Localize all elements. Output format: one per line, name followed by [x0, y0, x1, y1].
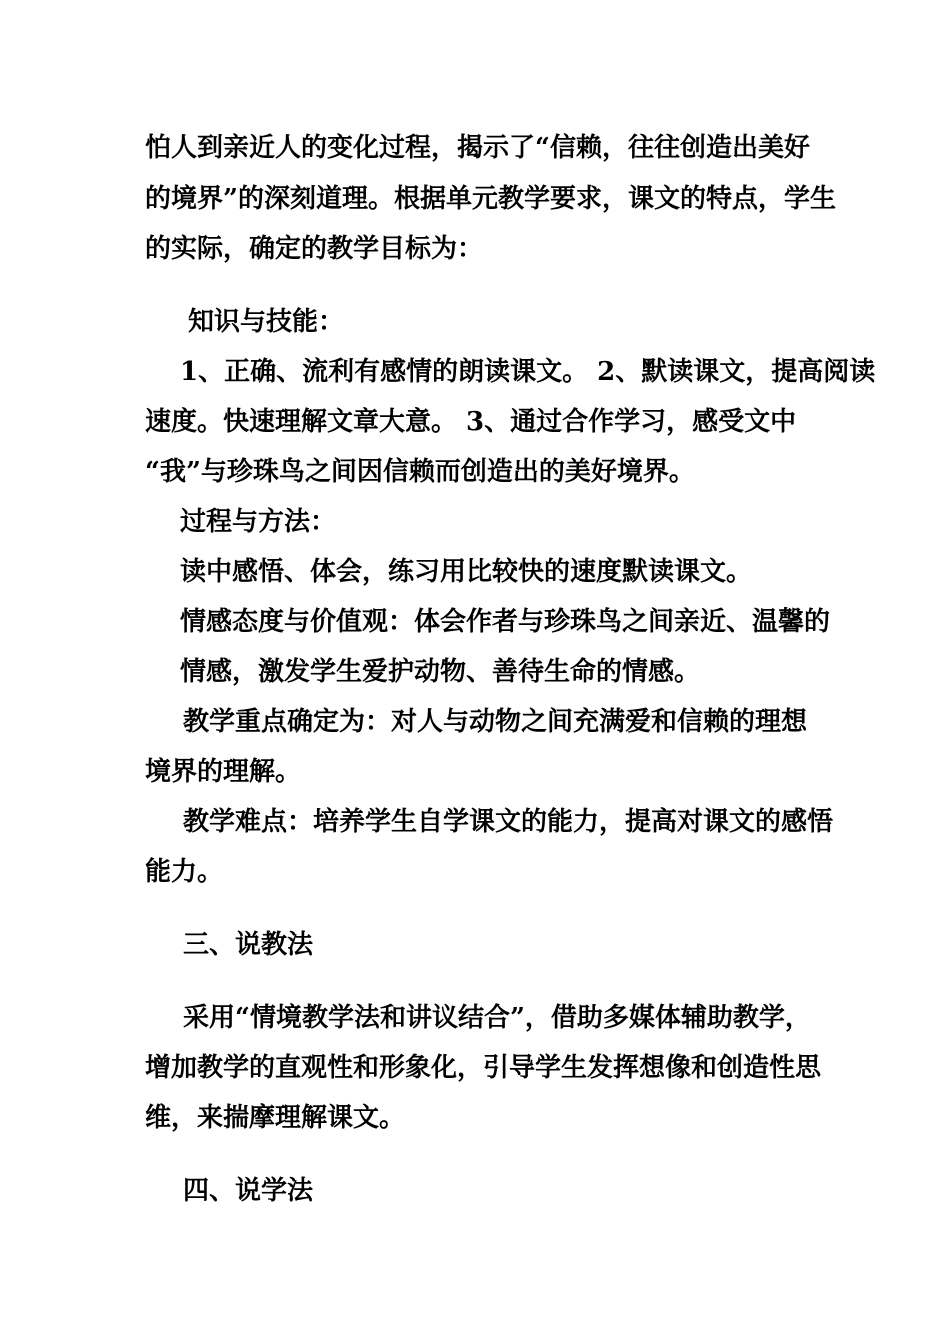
process-heading: 过程与方法： — [180, 507, 337, 537]
section3-heading: 三、说教法 — [183, 930, 314, 960]
difficulty-line-1: 教学难点：培养学生自学课文的能力，提高对课文的感悟 — [183, 807, 834, 837]
key-point-line-2: 境界的理解。 — [145, 757, 302, 787]
knowledge-heading: 知识与技能： — [188, 307, 345, 337]
emotion-line-1: 情感态度与价值观：体会作者与珍珠鸟之间亲近、温馨的 — [180, 607, 831, 637]
key-point-line-1: 教学重点确定为：对人与动物之间充满爱和信赖的理想 — [183, 707, 808, 737]
difficulty-line-2: 能力。 — [145, 857, 224, 887]
method-line-1: 采用“情境教学法和讲议结合”，借助多媒体辅助教学， — [183, 1003, 811, 1033]
method-line-2: 增加教学的直观性和形象化，引导学生发挥想像和创造性思 — [145, 1053, 822, 1083]
intro-line-3: 的实际，确定的教学目标为： — [145, 234, 484, 264]
process-text: 读中感悟、体会，练习用比较快的速度默读课文。 — [180, 557, 753, 587]
method-line-3: 维，来揣摩理解课文。 — [145, 1103, 406, 1133]
knowledge-line-1: 1、正确、流利有感情的朗读课文。 2、默读课文，提高阅读 — [180, 357, 876, 387]
section4-heading: 四、说学法 — [183, 1176, 314, 1206]
intro-line-2: 的境界”的深刻道理。根据单元教学要求，课文的特点，学生 — [145, 184, 836, 214]
knowledge-line-2: 速度。快速理解文章大意。 3、通过合作学习，感受文中 — [145, 407, 797, 437]
emotion-line-2: 情感，激发学生爱护动物、善待生命的情感。 — [180, 657, 701, 687]
intro-line-1: 怕人到亲近人的变化过程，揭示了“信赖，往往创造出美好 — [145, 133, 810, 163]
knowledge-line-3: “我”与珍珠鸟之间因信赖而创造出的美好境界。 — [145, 457, 695, 487]
